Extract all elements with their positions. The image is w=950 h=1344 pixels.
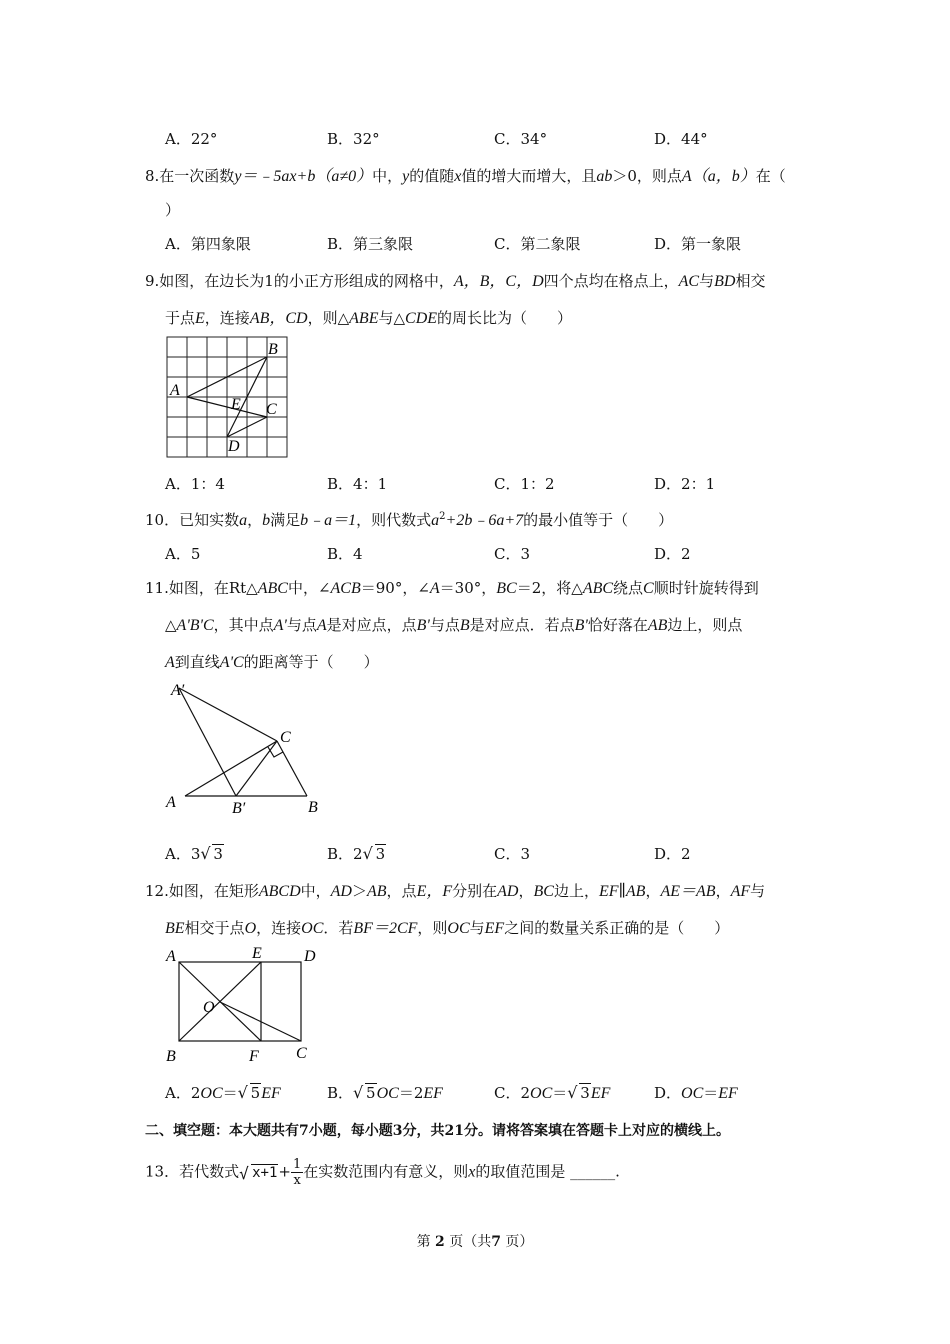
q12-option-a: A．2OC＝√ 5EF xyxy=(165,1082,281,1103)
q9-stem-line2: 于点E，连接AB，CD，则△ABE与△CDE的周长比为（ ） xyxy=(165,309,573,327)
q7-option-c: C．34° xyxy=(494,130,548,148)
q11-label-a: A xyxy=(166,794,176,811)
q11-segment-apbp xyxy=(179,688,236,796)
q9-label-e: E xyxy=(231,396,241,413)
q10-stem: 10．已知实数a，b满足b﹣a＝1，则代数式$a^2+2b﹣6a+7$的最小值等于（ ） xyxy=(145,511,674,529)
q11-label-bp: B′ xyxy=(232,800,246,817)
q12-option-c: C．2OC＝√ 3EF xyxy=(494,1082,610,1103)
q9-option-d: D．2：1 xyxy=(654,475,716,493)
q11-label-b: B xyxy=(308,799,318,816)
page-footer: 第 2 页（共7 页） xyxy=(416,1234,534,1250)
q12-rect-abcd xyxy=(179,962,301,1041)
q8-option-c: C．第二象限 xyxy=(494,235,581,253)
q10-option-c: C．3 xyxy=(494,545,531,563)
q12-option-b: B．√ 5OC＝2EF xyxy=(327,1082,443,1103)
q11-option-d: D．2 xyxy=(654,845,691,863)
q12-rectangle-figure xyxy=(160,942,320,1068)
q9-option-a: A．1：4 xyxy=(165,475,225,493)
q12-label-f: F xyxy=(249,1048,259,1065)
q7-option-a: A．22° xyxy=(165,130,218,148)
q9-option-b: B．4：1 xyxy=(327,475,388,493)
q11-segment-apc xyxy=(179,688,277,741)
q12-label-b: B xyxy=(166,1048,176,1065)
q9-label-b: B xyxy=(268,341,278,358)
q11-option-c: C．3 xyxy=(494,845,531,863)
q9-option-c: C．1：2 xyxy=(494,475,555,493)
q12-option-d: D．OC＝EF xyxy=(654,1084,738,1102)
q9-label-d: D xyxy=(228,438,240,455)
q9-label-c: C xyxy=(266,401,277,418)
q9-stem-line1: 9.如图，在边长为1的小正方形组成的网格中，A，B，C，D四个点均在格点上，AC与BD相交 xyxy=(145,272,766,290)
q10-option-d: D．2 xyxy=(654,545,691,563)
q10-option-a: A．5 xyxy=(165,545,201,563)
q12-label-d: D xyxy=(304,948,316,965)
q11-triangle-figure xyxy=(160,678,335,820)
q11-option-a: A．3√ 3 xyxy=(165,843,224,864)
q13-stem: 13．若代数式√ x+1+ $\frac{1}{x}$ 在实数范围内有意义，则x的取值范围是 ______. xyxy=(145,1157,620,1188)
q9-grid-figure xyxy=(160,332,295,458)
q11-stem-line3: A到直线A'C的距离等于（ ） xyxy=(165,653,379,671)
q11-option-b: B．2√ 3 xyxy=(327,843,386,864)
q12-stem-line1: 12.如图，在矩形ABCD中，AD＞AB，点E，F分别在AD，BC边上，EF∥AB，AE＝AB，AF与 xyxy=(145,882,766,900)
q8-option-b: B．第三象限 xyxy=(327,235,414,253)
q11-label-ap: A′ xyxy=(171,682,185,699)
q9-label-a: A xyxy=(170,382,180,399)
q8-close: ） xyxy=(165,201,181,219)
q12-label-a: A xyxy=(166,948,176,965)
q11-stem-line2: △A'B'C，其中点A'与点A是对应点，点B'与点B是对应点．若点B'恰好落在AB边上，则点 xyxy=(165,616,743,634)
section-2-heading: 二、填空题：本大题共有7小题，每小题3分，共21分。请将答案填在答题卡上对应的横线上。 xyxy=(145,1123,730,1139)
q11-stem-line1: 11.如图，在Rt△ABC中，∠ACB＝90°，∠A＝30°，BC＝2，将△ABC绕点C顺时针旋转得到 xyxy=(145,579,759,597)
q12-stem-line2: BE相交于点O，连接OC．若BF＝2CF，则OC与EF之间的数量关系正确的是（ ） xyxy=(165,919,730,937)
q10-option-b: B．4 xyxy=(327,545,363,563)
q13-fraction: $\frac{1}{x}$ xyxy=(292,1157,302,1188)
q7-option-b: B．32° xyxy=(327,130,380,148)
q12-label-o: O xyxy=(203,999,215,1016)
q11-segment-cb xyxy=(277,741,307,796)
q8-option-a: A．第四象限 xyxy=(165,235,251,253)
q11-segment-bpc xyxy=(236,741,277,796)
q8-stem: 8.在一次函数y＝﹣5ax+b（a≠0）中，y的值随x值的增大而增大，且ab＞0，则点A（a，b）在（ xyxy=(145,167,786,185)
q12-label-c: C xyxy=(296,1045,307,1062)
q7-option-d: D．44° xyxy=(654,130,708,148)
q11-label-c: C xyxy=(280,729,291,746)
q8-option-d: D．第一象限 xyxy=(654,235,742,253)
q12-label-e: E xyxy=(252,945,262,962)
